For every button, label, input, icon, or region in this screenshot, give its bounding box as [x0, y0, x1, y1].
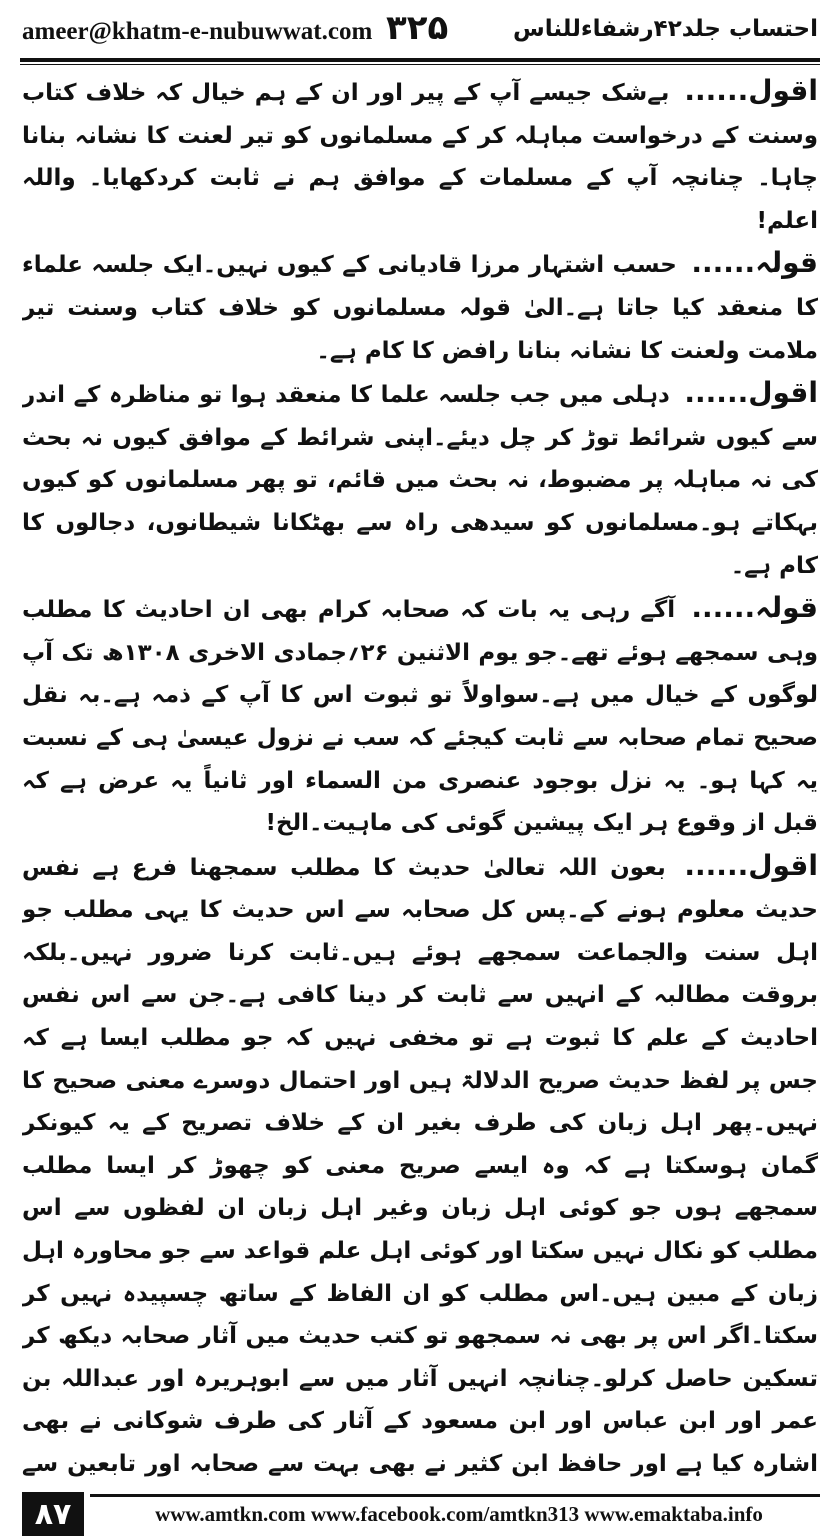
running-title: احتساب جلد۴۲رشفاءللناس — [513, 16, 818, 42]
page-footer — [0, 1488, 840, 1540]
header-rule — [20, 58, 820, 62]
header-email: ameer@khatm-e-nubuwwat.com — [22, 18, 373, 45]
paragraph-text: آگے رہی یہ بات کہ صحابہ کرام بھی ان احادیث کا مطلب وہی سمجھے ہوئے تھے۔جو یوم الاثنین ۲۶؍جمادی الاخری ۱۳۰۸ھ تک آپ لوگوں کے خیال میں ہے۔سواولاً تو ثبوت اس کا آپ کے ذمہ ہے۔بہ نقل صحیح تمام صحابہ سے ثابت کیجئے کہ سب نے نزول عیسیٰ ہی کے نسبت یہ کہا ہو۔ یہ نزل بوجود عنصری من السماء اور ثانیاً یہ عرض ہے کہ قبل از وقوع ہر ایک پیشین گوئی کی ماہیت۔الخ! — [22, 597, 818, 837]
paragraph-2 — [22, 242, 818, 372]
footer-rule — [90, 1494, 820, 1497]
paragraph-1 — [22, 70, 818, 242]
paragraph-text: بعون اللہ تعالیٰ حدیث کا مطلب سمجھنا فرع ہے نفس حدیث معلوم ہونے کے۔پس کل صحابہ سے اس حدیث کا یہی مطلب جو اہل سنت والجماعت سمجھے ہوئے ہیں۔ثابت کرنا ضرور نہیں۔بلکہ بروقت مطالبہ کے انہیں سے ثابت کر دینا کافی ہے۔جن سے اس نفس احادیث کے علم کا ثبوت ہے تو مخفی نہیں کہ جو مطلب ایسا ہے کہ جس پر لفظ حدیث صریح الدلالۃ ہیں اور احتمال دوسرے معنی صحیح کا نہیں۔پھر اہل زبان کی طرف بغیر ان کے خلاف تصریح کے یہ کیونکر گمان ہوسکتا ہے کہ وہ ایسے صریح معنی کو چھوڑ کر ایسا مطلب سمجھے ہوں جو کوئی اہل زبان وغیر اہل زبان ان لفظوں سے اس مطلب کو نکال نہیں سکتا اور کوئی اہل علم قواعد سے جو محاورہ اہل زبان کے مبین ہیں۔اس مطلب کو ان الفاظ کے ساتھ چسپیدہ نہیں کر سکتا۔اگر اس پر بھی نہ سمجھو تو کتب حدیث میں آثار صحابہ دیکھ کر تسکین حاصل کرلو۔چنانچہ انہیں آثار میں سے ابوہریرہ اور عبداللہ بن عمر اور ابن عباس اور ابن مسعود کے آثار کی طرف شوکانی نے بھی اشارہ کیا ہے اور حافظ ابن کثیر نے بھی بہت سے صحابہ اور تابعین سے — [22, 854, 818, 1477]
page-header — [0, 0, 840, 62]
footer-page-number: ۸۷ — [22, 1492, 84, 1536]
paragraph-label: اقول...... — [684, 848, 818, 882]
paragraph-label: اقول...... — [684, 376, 818, 410]
paragraph-5 — [22, 845, 818, 1478]
paragraph-4 — [22, 587, 818, 845]
paragraph-label: قولہ...... — [691, 246, 818, 280]
paragraph-label: قولہ...... — [691, 591, 818, 625]
page-body — [22, 70, 818, 1478]
footer-links: www.amtkn.com www.facebook.com/amtkn313 www.emaktaba.info — [155, 1502, 763, 1526]
header-rule-thin — [20, 64, 820, 65]
paragraph-text: دہلی میں جب جلسہ علما کا منعقد ہوا تو مناظرہ کے اندر سے کیوں شرائط توڑ کر چل دیئے۔اپنی شرائط کے موافق کیوں نہ بحث کی نہ مباہلہ پر مضبوط، نہ بحث میں قائم، تو پھر مسلمانوں کو کیوں بہکاتے ہو۔مسلمانوں کو سیدھی راہ سے بھٹکانا شیطانوں، دجالوں کا کام ہے۔ — [22, 382, 818, 579]
paragraph-label: اقول...... — [684, 74, 818, 107]
paragraph-text: بےشک جیسے آپ کے پیر اور ان کے ہم خیال کہ خلاف کتاب وسنت کے درخواست مباہلہ کر کے مسلمانوں کو تیر لعنت کا نشانہ بنانا چاہا۔ چنانچہ آپ کے مسلمات کے موافق ہم نے ثابت کردکھایا۔ واللہ اعلم! — [22, 80, 818, 234]
paragraph-3 — [22, 372, 818, 587]
header-page-number: ۳۲۵ — [386, 8, 449, 48]
paragraph-text: حسب اشتہار مرزا قادیانی کے کیوں نہیں۔ایک جلسہ علماء کا منعقد کیا جاتا ہے۔الیٰ قولہ مسلمانوں کو خلاف کتاب وسنت تیر ملامت ولعنت کا نشانہ بنانا رافض کا کام ہے۔ — [22, 252, 818, 364]
